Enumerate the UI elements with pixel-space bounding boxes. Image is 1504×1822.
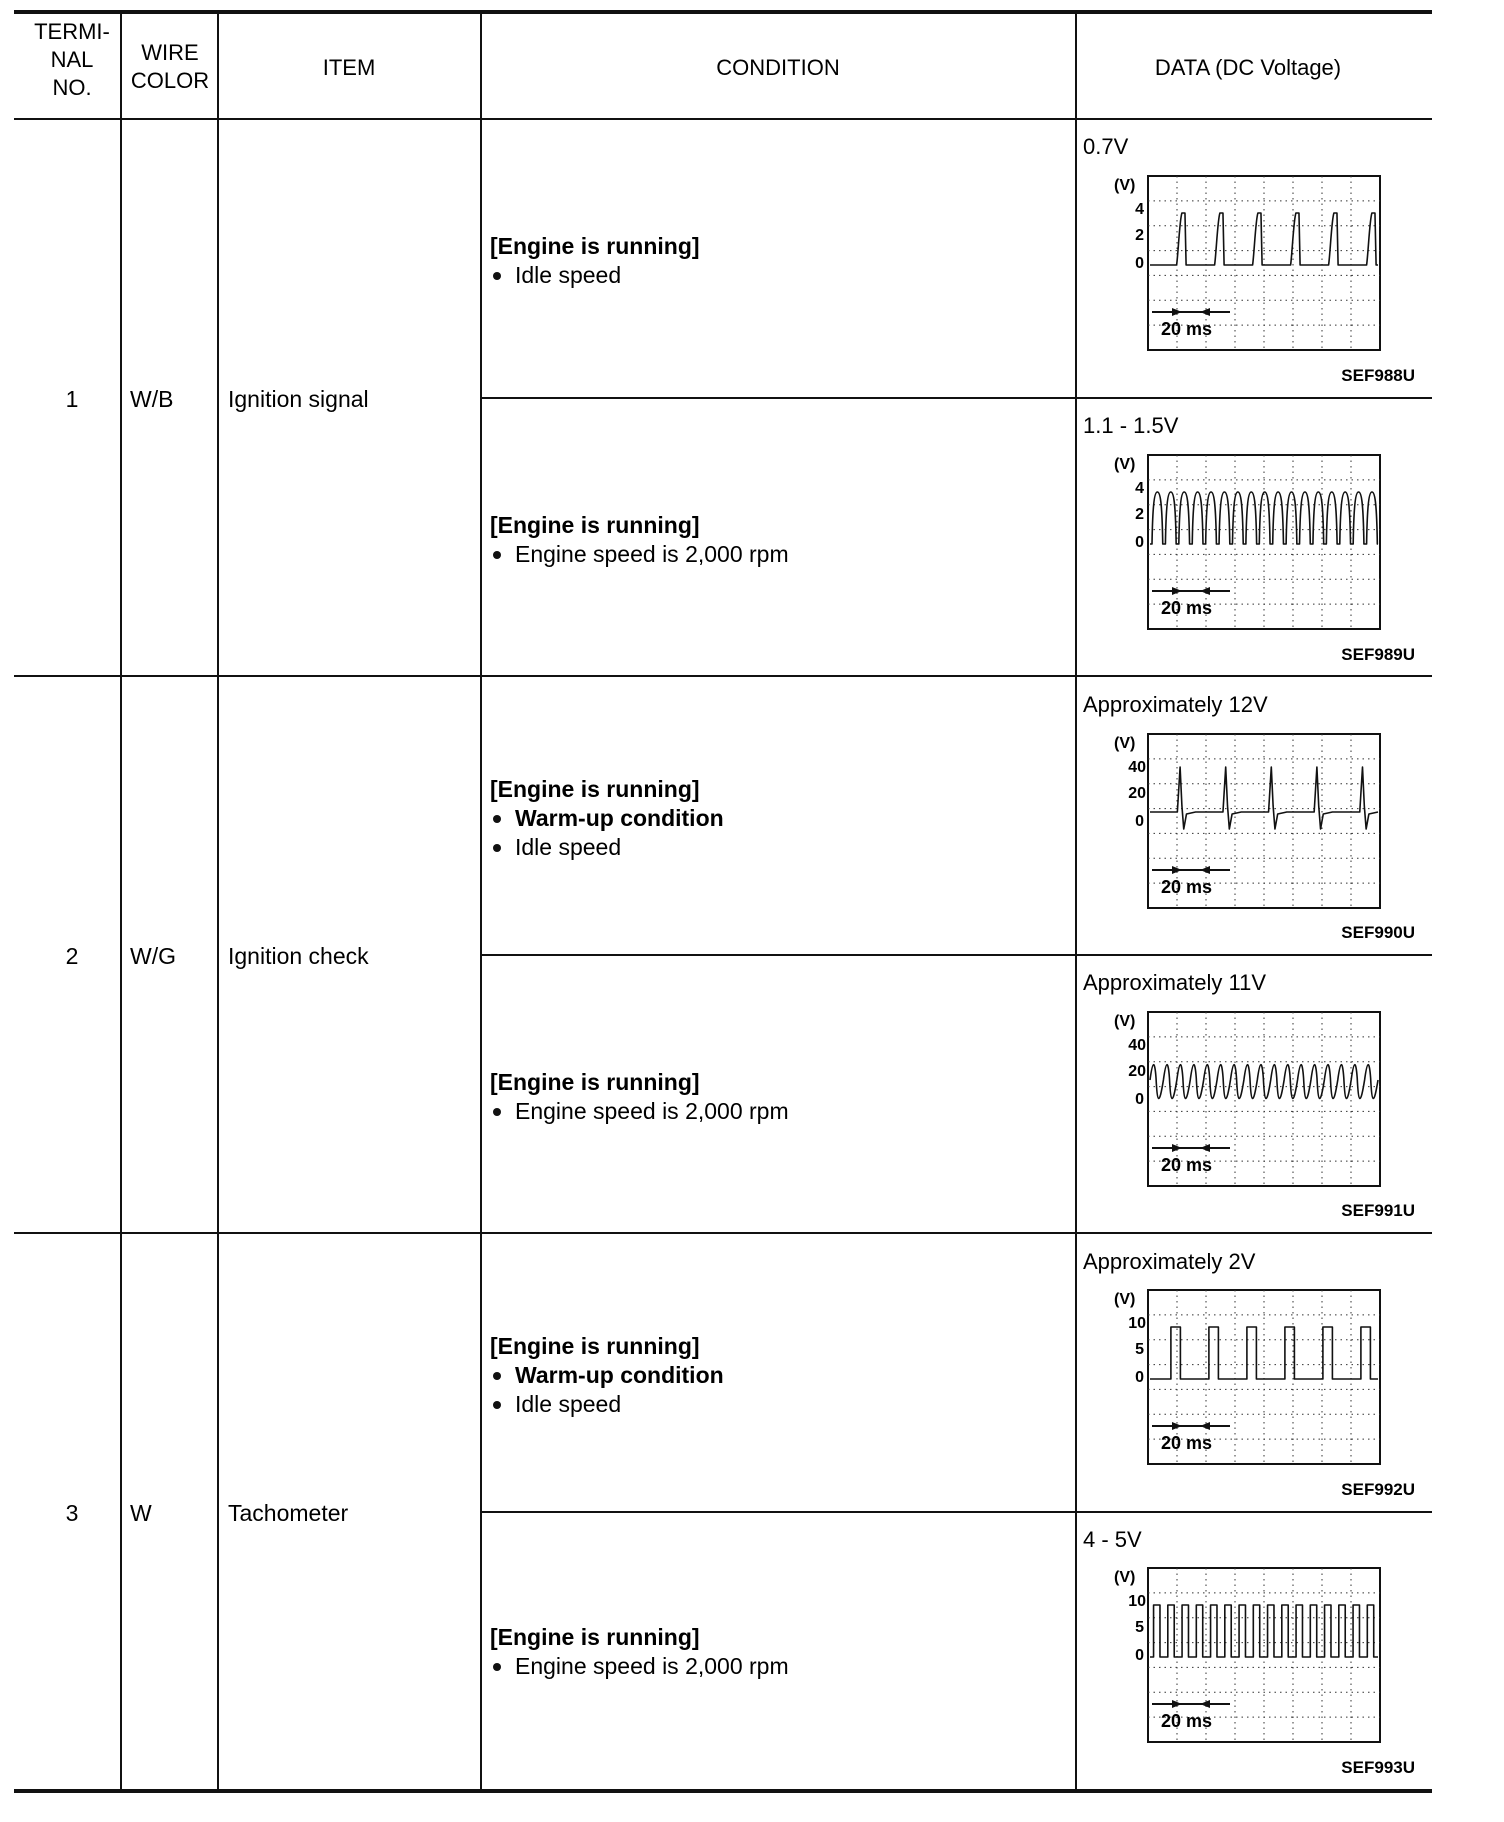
header-condition: CONDITION [716,55,840,80]
scope-tick-high: 10 [1128,1315,1146,1332]
scope-tick-zero: 0 [1135,534,1144,551]
condition-cell [490,1624,789,1679]
bullet-icon [493,1663,501,1671]
scope-tick-mid: 20 [1128,1063,1146,1080]
scope-time-label: 20 ms [1161,1433,1213,1453]
scope-tick-high: 40 [1128,759,1146,776]
voltage-value: Approximately 2V [1083,1249,1256,1274]
scope-tick-zero: 0 [1135,1091,1144,1108]
scope-tick-mid: 5 [1135,1619,1144,1636]
data-cell [1083,413,1415,664]
condition-title: [Engine is running] [490,233,700,259]
condition-bullet: Idle speed [515,1391,622,1417]
condition-cell [490,1333,724,1417]
wire-color: W/B [130,386,174,412]
header-wire-line-1: WIRE [141,40,199,65]
item-name: Ignition signal [228,386,369,412]
oscilloscope-plot [1114,1568,1380,1742]
scope-tick-zero: 0 [1135,1647,1144,1664]
wire-color: W/G [130,943,176,969]
voltage-value: 0.7V [1083,134,1129,159]
bullet-icon [493,551,501,559]
oscilloscope-plot [1114,1290,1380,1464]
data-cell [1083,1527,1415,1777]
scope-unit-label: (V) [1114,1013,1136,1030]
figure-reference: SEF990U [1341,923,1415,942]
header-wire-line-2: COLOR [130,68,210,93]
voltage-value: 1.1 - 1.5V [1083,413,1179,438]
header-terminal-line-1: TERMI- [34,19,110,44]
scope-tick-high: 10 [1128,1593,1146,1610]
condition-cell [490,1069,789,1124]
arrow-left-icon [1200,587,1210,595]
voltage-value: 4 - 5V [1083,1527,1142,1552]
bullet-icon [493,1108,501,1116]
figure-reference: SEF991U [1341,1201,1415,1220]
scope-unit-label: (V) [1114,1569,1136,1586]
condition-title: [Engine is running] [490,1624,700,1650]
condition-bullet: Warm-up condition [515,1362,724,1388]
voltage-value: Approximately 12V [1083,692,1268,717]
scope-tick-mid: 2 [1135,506,1144,523]
header-terminal-line-3: NO. [52,75,92,100]
condition-title: [Engine is running] [490,1333,700,1359]
scope-unit-label: (V) [1114,456,1136,473]
scope-tick-high: 4 [1135,201,1144,218]
scope-waveform [1150,767,1378,829]
arrow-left-icon [1200,308,1210,316]
condition-bullet: Idle speed [515,834,622,860]
arrow-left-icon [1200,1144,1210,1152]
condition-title: [Engine is running] [490,1069,700,1095]
figure-reference: SEF992U [1341,1480,1415,1499]
condition-bullet: Engine speed is 2,000 rpm [515,541,789,567]
terminal-number: 1 [65,386,79,412]
bullet-icon [493,815,501,823]
header-terminal-line-2: NAL [50,47,94,72]
condition-bullet: Idle speed [515,262,622,288]
scope-tick-zero: 0 [1135,255,1144,272]
voltage-value: Approximately 11V [1083,970,1267,995]
bullet-icon [493,1372,501,1380]
table-header [34,19,1341,100]
scope-tick-mid: 20 [1128,785,1146,802]
table-grid [14,12,1432,1791]
figure-reference: SEF993U [1341,1758,1415,1777]
arrow-left-icon [1200,866,1210,874]
scope-tick-high: 40 [1128,1037,1146,1054]
scope-tick-mid: 5 [1135,1341,1144,1358]
oscilloscope-plot [1114,1012,1380,1186]
item-name: Tachometer [228,1500,349,1526]
scope-time-label: 20 ms [1161,1155,1213,1175]
scope-unit-label: (V) [1114,735,1136,752]
scope-time-label: 20 ms [1161,877,1213,897]
oscilloscope-plot [1114,734,1380,908]
oscilloscope-plot [1114,455,1380,629]
figure-reference: SEF988U [1341,366,1415,385]
terminal-number: 2 [65,943,79,969]
header-item: ITEM [322,55,376,80]
scope-waveform [1150,1065,1378,1099]
scope-tick-mid: 2 [1135,227,1144,244]
figure-reference: SEF989U [1341,645,1415,664]
condition-bullet: Engine speed is 2,000 rpm [515,1098,789,1124]
scope-tick-zero: 0 [1135,1369,1144,1386]
data-cell [1083,692,1415,942]
bullet-icon [493,272,501,280]
data-cell [1083,1249,1415,1499]
condition-title: [Engine is running] [490,776,700,802]
scope-unit-label: (V) [1114,1291,1136,1308]
terminal-number: 3 [65,1500,79,1526]
bullet-icon [493,844,501,852]
data-cell [1083,134,1415,385]
scope-tick-high: 4 [1135,480,1144,497]
bullet-icon [493,1401,501,1409]
scope-time-label: 20 ms [1161,598,1213,618]
arrow-left-icon [1200,1700,1210,1708]
item-name: Ignition check [228,943,369,969]
oscilloscope-plot [1114,176,1380,350]
condition-cell [490,776,724,860]
condition-bullet: Warm-up condition [515,805,724,831]
header-data: DATA (DC Voltage) [1154,55,1342,80]
wire-color: W [130,1500,152,1526]
condition-cell [490,512,789,567]
scope-unit-label: (V) [1114,177,1136,194]
arrow-left-icon [1200,1422,1210,1430]
condition-title: [Engine is running] [490,512,700,538]
condition-cell [490,233,700,288]
scope-time-label: 20 ms [1161,1711,1213,1731]
condition-bullet: Engine speed is 2,000 rpm [515,1653,789,1679]
scope-time-label: 20 ms [1161,319,1213,339]
scope-tick-zero: 0 [1135,813,1144,830]
data-cell [1083,970,1415,1220]
